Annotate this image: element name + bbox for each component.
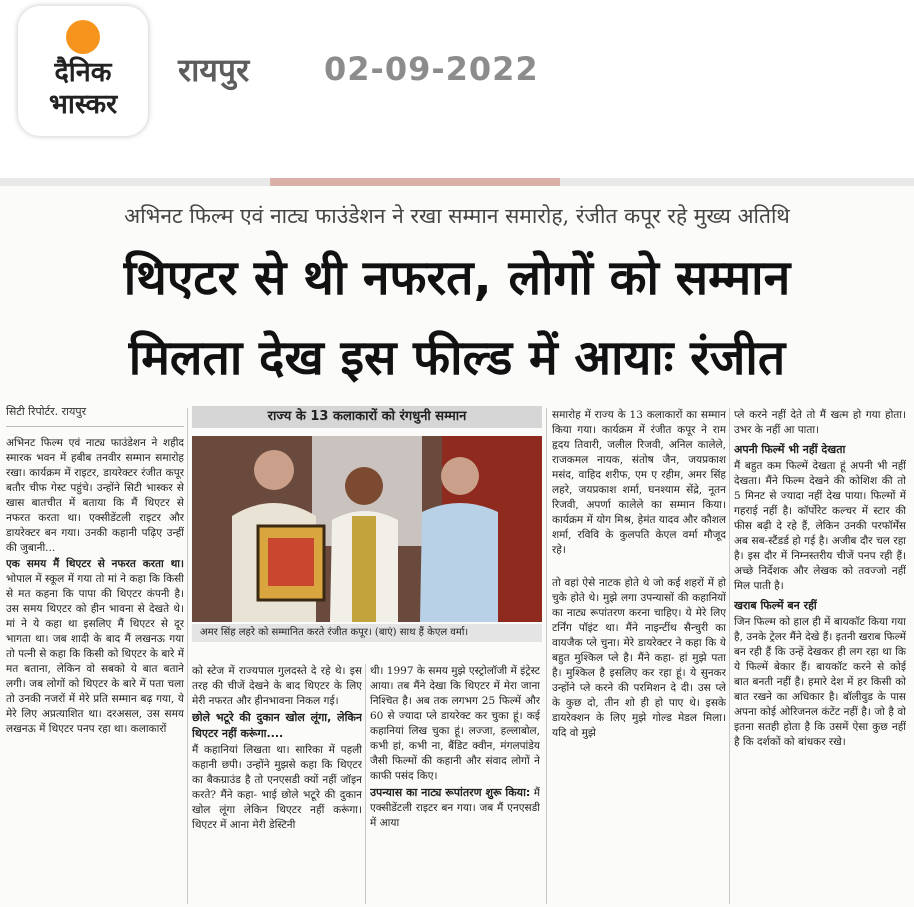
edition-date: 02-09-2022 <box>324 50 539 88</box>
event-photo <box>192 436 542 622</box>
col1-lead: एक समय मैं थिएटर से नफरत करता था। <box>6 558 184 570</box>
col5-paragraph-3: जिन फिल्म को हाल ही में बायकॉट किया गया है, उनके ट्रेलर मैंने देखे हैं। इतनी खराब फिल्में बन रही हैं कि उन्हें देखकर ही लग रहा था कि ये फिल्में बेकार हैं। बायकॉट करने से कोई बात बनती नहीं है। हमारे देश में हर किसी को बात रखने का अधिकार है। बॉलीवुड के पास अपना कोई ओरिजनल कंटेंट नहीं है। जो है वो इतना सतही होता है कि उसमें ऐसा कुछ नहीं है कि दर्शकों को बांधकर रखे। <box>734 616 906 748</box>
photo-heading: राज्य के 13 कलाकारों को रंगधुनी सम्मान <box>192 406 542 428</box>
clipping-color-band <box>270 178 560 186</box>
col5-paragraph-2: मैं बहुत कम फिल्में देखता हूं अपनी भी नहीं देखता। मैंने फिल्म देखने की कोशिश की तो 5 मिनट से ज्यादा नहीं देख पाया। फिल्मों में गहराई नहीं है। कॉर्पोरेट कल्चर में स्टार की फीस बढ़ी दे रहे हैं, लेकिन उनकी परफॉर्मेंस अब सब-स्टैंडर्ड हो गई है। अजीब दौर चल रहा है। इस दौर में निम्नस्तरीय चीजें पनप रही हैं। अच्छे निर्देशक और लेखक को तवज्जो नहीं मिल पाती है। <box>734 460 906 592</box>
article-column-4 <box>552 408 726 904</box>
logo-text-line2: भास्कर <box>48 89 118 120</box>
col1-paragraph: अभिनट फिल्म एवं नाट्य फाउंडेशन ने शहीद स्मारक भवन में हबीब तनवीर सम्मान समारोह रखा। कार्यक्रम में राइटर, डायरेक्टर रंजीत कपूर बतौर चीफ गेस्ट पहुंचे। उन्होंने सिटी भास्कर से खास बातचीत में बताया कि मैं थिएटर से नफरत करता था। एक्सीडेंटली राइटर और डायरेक्टर बन गया। उनकी कहानी पढ़िए उन्हीं की जुबानी... <box>6 437 184 554</box>
news-clipping <box>0 186 914 907</box>
col2-subheading: छोले भटूरे की दुकान खोल लूंगा, लेकिन थिएटर नहीं करूंगा.... <box>192 711 362 740</box>
logo-text-line1: दैनिक <box>54 57 112 88</box>
article-headline-line2: मिलता देख इस फील्ड में आयाः रंजीत <box>128 330 786 386</box>
col3-paragraph: थी। 1997 के समय मुझे एस्ट्रोलॉजी में इंट्रेस्ट आया। तब मैंने देखा कि थिएटर में मेरा जाना निश्चित है। अब तक लगभग 25 फिल्में और 60 से ज्यादा प्ले डायरेक्ट कर चुका हूं। कई कहानियां लिख चुका हूं। लज्जा, हल्लाबोल, कभी हां, कभी ना, बैंडिट क्वीन, मंगलपांडेय जैसी फिल्मों की कहानी और संवाद लोगों ने काफी पसंद किए। <box>370 665 540 782</box>
col5-subheading: अपनी फिल्में भी नहीं देखता <box>734 443 846 456</box>
photo-caption: अमर सिंह लहरे को सम्मानित करते रंजीत कपूर। (बाएं) साथ हैं केएल वर्मा। <box>192 624 542 642</box>
article-headline-line1: थिएटर से थी नफरत, लोगों को सम्मान <box>123 250 791 306</box>
event-photo-image <box>192 436 542 622</box>
newspaper-header <box>0 0 914 178</box>
col1-paragraph-2: भोपाल में स्कूल में गया तो मां ने कहा कि किसी से मत कहना कि पापा की थिएटर कंपनी है। उस समय थिएटर को हीन भावना से देखते थे। मां ने ये कहा था इसलिए मैं थिएटर से दूर भागता था। जब शादी के बाद मैं लखनऊ गया तो पत्नी से कहा कि किसी को थिएटर के बारे में मत बताना, लेकिन वो सबको ये बात बताने लगी। जब लोगों को थिएटर के बारे में पता चला तो उनकी नजरों में मेरे प्रति सम्मान बढ़ गया, ये मेरे लिए अप्रत्याशित था। दरअसल, उस समय लखनऊ में थिएटर पनप रहा था। कलाकारों <box>6 573 184 735</box>
article-column-5 <box>734 408 906 904</box>
col5-subheading-2: खराब फिल्में बन रहीं <box>734 599 817 612</box>
article-byline: सिटी रिपोर्टर. रायपुर <box>6 405 87 418</box>
clipping-top-strip <box>0 178 914 186</box>
logo-sun-icon <box>66 20 100 54</box>
col3-subheading: उपन्यास का नाट्य रूपांतरण शुरू किया: <box>370 786 531 799</box>
col4-paragraph-2: तो वहां ऐसे नाटक होते थे जो कई शहरों में हो चुके होते थे। मुझे लगा उपन्यासों की कहानियों का नाट्य रूपांतरण करना चाहिए। ये मेरे लिए टर्निंग पॉइंट था। मैंने नाइन्टींथ सैन्चुरी का वायजैक प्ले चुना। मेरे डायरेक्टर ने कहा कि ये बहुत मुश्किल प्ले है। मैंने कहा- हां मुझे पता है। मुश्किल है इसलिए कर रहा हूं। ये सुनकर उन्होंने प्ले करने की परमिशन दे दी। उस प्ले के कुछ दो, तीन शो ही हो पाए थे। इसके डायरेक्शन के लिए मुझे गोल्ड मेडल मिला। यदि वो मुझे <box>552 577 726 739</box>
column-divider <box>365 664 366 904</box>
col4-paragraph: समारोह में राज्य के 13 कलाकारों का सम्मान किया गया। कार्यक्रम में रंजीत कपूर ने राम हृदय तिवारी, जलील रिजवी, अनिल कालेले, राजकमल नायक, संतोष जैन, जयप्रकाश मसंद, वाहिद शरीफ, एम ए रहीम, अमर सिंह लहरे, जयप्रकाश शर्मा, घनश्याम सेंद्रे, नूतन रिजवी, अपर्णा कालेले का सम्मान किया। कार्यक्रम में योग मिश्र, हेमंत यादव और कौशल शर्मा, रविवि के कुलपति केएल वर्मा मौजूद रहे। <box>552 409 726 556</box>
article-column-2 <box>192 664 362 906</box>
edition-city: रायपुर <box>178 51 250 89</box>
col2-paragraph-2: मैं कहानियां लिखता था। सारिका में पहली कहानी छपी। उन्होंने मुझसे कहा कि थिएटर का बैकग्राउंड है तो एनएसडी क्यों नहीं जॉइन करते? मैंने कहा- भाई छोले भटूरे की दुकान खोल लूंगा लेकिन थिएटर नहीं करूंगा। थिएटर में आना मेरी डेस्टिनी <box>192 744 362 831</box>
column-divider <box>546 408 547 904</box>
col5-paragraph: प्ले करने नहीं देते तो मैं खत्म हो गया होता। उभर के नहीं आ पाता। <box>734 409 906 436</box>
col3-paragraph-2: मैं एक्सीडेंटली राइटर बन गया। जब मैं एनएसडी में आया <box>370 787 540 829</box>
dainik-bhaskar-logo <box>18 6 148 136</box>
article-column-3 <box>370 664 540 906</box>
article-column-1 <box>6 408 184 904</box>
column-divider <box>729 408 730 904</box>
column-divider <box>187 408 188 904</box>
article-kicker: अभिनट फिल्म एवं नाट्य फाउंडेशन ने रखा सम्मान समारोह, रंजीत कपूर रहे मुख्य अतिथि <box>124 204 790 228</box>
col2-paragraph: को स्टेज में राज्यपाल गुलदस्ते दे रहे थे। इस तरह की चीजें देखने के बाद थिएटर के लिए मेरी नफरत और हीनभावना निकल गई। <box>192 665 362 707</box>
